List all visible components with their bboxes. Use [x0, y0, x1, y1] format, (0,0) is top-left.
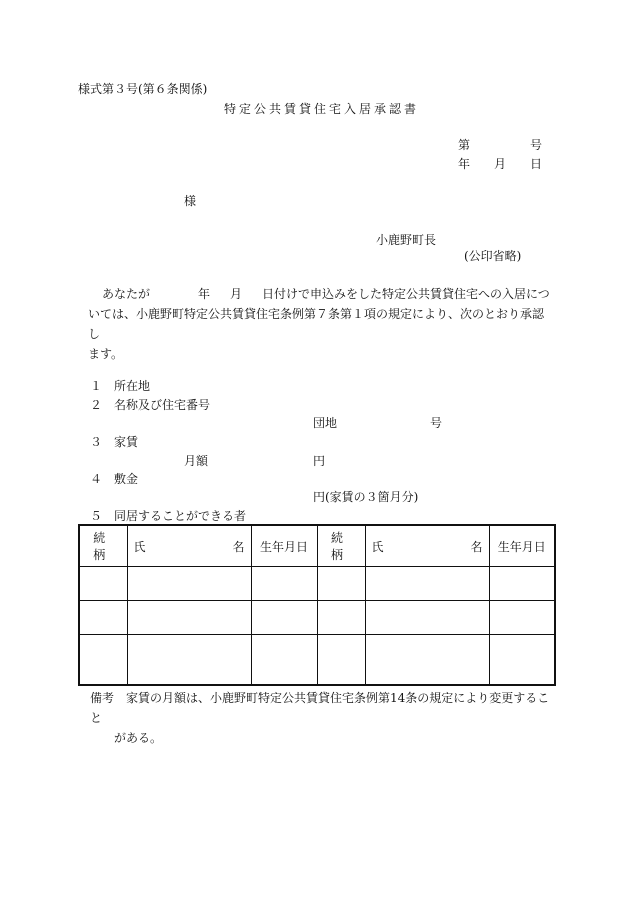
item-yen: 円	[313, 454, 326, 468]
remarks-text-1: 家賃の月額は、小鹿野町特定公共賃貸住宅条例第14条の規定により変更すること	[90, 691, 550, 725]
issuer-title: 小鹿野町長	[376, 233, 437, 247]
addressee-suffix: 様	[184, 194, 197, 208]
table-header-row	[79, 525, 555, 567]
cohabitants-table	[78, 524, 556, 686]
item-name-number: ２ 名称及び住宅番号	[90, 398, 211, 412]
table-cell	[365, 600, 489, 634]
header-birthdate: 生年月日	[251, 525, 317, 567]
table-cell	[365, 567, 489, 601]
table-cell	[127, 567, 251, 601]
remarks-label: 備考	[90, 691, 115, 705]
header-name-last: 名	[470, 539, 483, 554]
header-name-first: 氏	[133, 539, 146, 554]
table-cell	[489, 567, 555, 601]
table-cell	[317, 600, 365, 634]
header-birthdate: 生年月日	[489, 525, 555, 567]
body-lead: あなたが	[102, 287, 151, 301]
header-relation: 続柄	[317, 525, 365, 567]
item-cohabitants: ５ 同居することができる者	[90, 509, 247, 523]
form-label: 様式第３号(第６条関係)	[78, 82, 208, 96]
date-month: 月	[494, 157, 507, 171]
item-monthly: 月額	[184, 454, 209, 468]
item-danchi: 団地	[313, 416, 338, 430]
header-name	[127, 525, 251, 567]
table-row	[79, 567, 555, 601]
approval-body	[88, 284, 554, 364]
body-line-1	[88, 284, 554, 304]
item-deposit-yen: 円(家賃の３箇月分)	[313, 490, 419, 504]
item-deposit: ４ 敷金	[90, 472, 139, 486]
number-prefix: 第	[458, 138, 471, 152]
table-cell	[127, 600, 251, 634]
body-year: 年	[198, 287, 211, 301]
body-month: 月	[230, 287, 243, 301]
table-row	[79, 600, 555, 634]
body-line-2: いては、小鹿野町特定公共賃貸住宅条例第７条第１項の規定により、次のとおり承認し	[88, 307, 545, 341]
body-line-3: ます。	[88, 347, 124, 361]
number-suffix: 号	[530, 138, 543, 152]
seal-note: (公印省略)	[464, 249, 522, 263]
table-cell	[489, 600, 555, 634]
table-cell	[79, 600, 127, 634]
table-cell	[79, 634, 127, 685]
item-rent: ３ 家賃	[90, 435, 139, 449]
body-line1-rest: 日付けで申込みをした特定公共賃貸住宅への入居につ	[262, 287, 550, 301]
header-name-first: 氏	[371, 539, 384, 554]
document-title: 特定公共賃貸住宅入居承認書	[224, 102, 420, 116]
item-location: １ 所在地	[90, 379, 151, 393]
date-year: 年	[458, 157, 471, 171]
header-relation: 続柄	[79, 525, 127, 567]
table-cell	[251, 567, 317, 601]
table-cell	[79, 567, 127, 601]
table-cell	[365, 634, 489, 685]
table-row	[79, 634, 555, 685]
remarks	[90, 688, 560, 748]
table-cell	[317, 567, 365, 601]
table-cell	[317, 634, 365, 685]
table-cell	[251, 600, 317, 634]
table-cell	[251, 634, 317, 685]
header-name-last: 名	[232, 539, 245, 554]
date-day: 日	[530, 157, 543, 171]
table-cell	[127, 634, 251, 685]
remarks-line-1	[90, 688, 560, 728]
item-go: 号	[430, 416, 443, 430]
table-cell	[489, 634, 555, 685]
remarks-text-2: がある。	[114, 731, 163, 745]
header-name	[365, 525, 489, 567]
